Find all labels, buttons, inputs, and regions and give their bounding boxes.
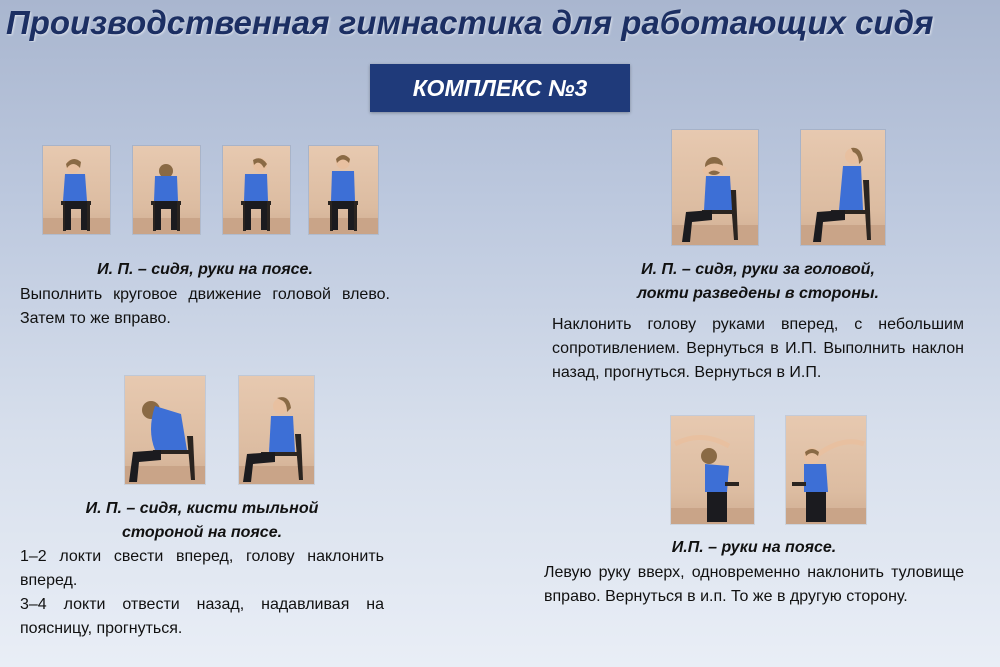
standing-person-figure	[671, 416, 754, 524]
exercise-1-photo-4	[309, 146, 378, 234]
exercise-1-photo-2	[133, 146, 200, 234]
standing-person-figure	[786, 416, 866, 524]
exercise-4-photo-2	[786, 416, 866, 524]
seated-person-figure	[223, 146, 290, 234]
heading-line: И. П. – сидя, кисти тыльной	[85, 500, 319, 517]
exercise-4-heading	[544, 536, 964, 560]
heading-line: И.П. – руки на поясе.	[671, 539, 837, 556]
seated-person-figure	[133, 146, 200, 234]
heading-line: И. П. – сидя, руки на поясе.	[97, 261, 313, 278]
seated-person-figure	[672, 130, 758, 245]
heading-line: стороной на поясе.	[121, 524, 283, 541]
seated-person-figure	[125, 376, 205, 484]
exercise-3-description	[20, 545, 384, 641]
seated-person-figure	[239, 376, 314, 484]
description-paragraph: Наклонить голову руками вперед, с небольшим сопротивлением. Вернуться в И.П. Выполнить наклон назад, прогнуться. Вернуться в И.П.	[552, 316, 964, 381]
exercise-3-photo-2	[239, 376, 314, 484]
exercise-2-heading	[552, 258, 964, 306]
page-title: Производственная гимнастика для работающих сидя	[6, 4, 934, 41]
exercise-1-photo-1	[43, 146, 110, 234]
exercise-2-photo-2	[801, 130, 885, 245]
exercise-1-heading	[20, 258, 390, 282]
exercise-1-photo-3	[223, 146, 290, 234]
heading-line: И. П. – сидя, руки за головой,	[641, 261, 875, 278]
description-paragraph: 1–2 локти свести вперед, голову наклонить вперед.	[20, 548, 384, 589]
exercise-3-heading	[20, 497, 384, 545]
seated-person-figure	[43, 146, 110, 234]
description-paragraph: Выполнить круговое движение головой влево. Затем то же вправо.	[20, 286, 390, 327]
complex-badge: КОМПЛЕКС №3	[370, 64, 630, 112]
description-paragraph: 3–4 локти отвести назад, надавливая на поясницу, прогнуться.	[20, 596, 384, 637]
exercise-2-photo-1	[672, 130, 758, 245]
exercise-3-photo-1	[125, 376, 205, 484]
exercise-2-description	[552, 313, 964, 385]
exercise-1-description	[20, 283, 390, 331]
seated-person-figure	[309, 146, 378, 234]
description-paragraph: Левую руку вверх, одновременно наклонить туловище вправо. Вернуться в и.п. То же в другую сторону.	[544, 564, 964, 605]
heading-line: локти разведены в стороны.	[637, 285, 879, 302]
exercise-4-description	[544, 561, 964, 609]
seated-person-figure	[801, 130, 885, 245]
exercise-4-photo-1	[671, 416, 754, 524]
